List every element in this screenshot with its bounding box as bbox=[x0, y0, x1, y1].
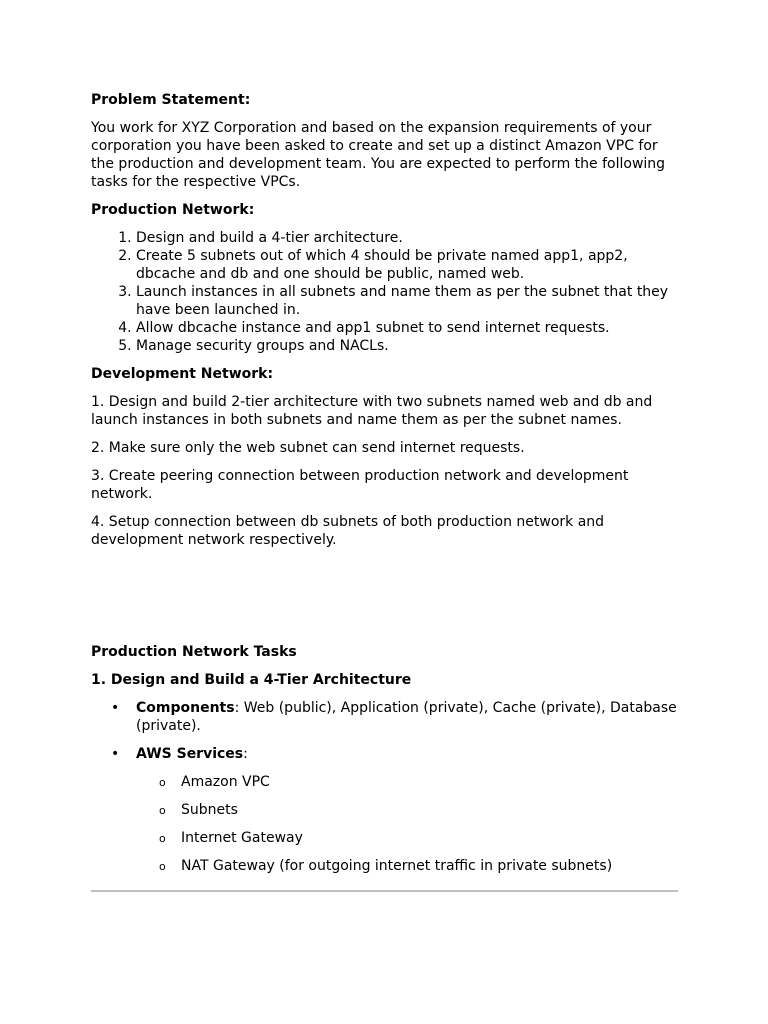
development-item: 4. Setup connection between db subnets of both production network and development network respectively. bbox=[91, 514, 605, 548]
development-item: 1. Design and build 2-tier architecture with two subnets named web and db and launch instances in both subnets and name them as per the subnet names. bbox=[91, 394, 653, 428]
list-item bbox=[91, 745, 681, 875]
circle-bullet-icon: o bbox=[159, 832, 166, 845]
services-label: AWS Services bbox=[136, 746, 244, 762]
service-name: Amazon VPC bbox=[181, 774, 270, 790]
problem-statement-heading: Problem Statement: bbox=[91, 92, 251, 108]
production-network-heading: Production Network: bbox=[91, 202, 255, 218]
production-tasks-subheading: 1. Design and Build a 4-Tier Architecture bbox=[91, 672, 412, 688]
horizontal-divider bbox=[91, 890, 678, 892]
production-tasks-heading: Production Network Tasks bbox=[91, 644, 297, 660]
tasks-bullet-list bbox=[91, 699, 681, 875]
service-name: Internet Gateway bbox=[181, 830, 303, 846]
problem-statement-body: You work for XYZ Corporation and based on the expansion requirements of your corporation you have been asked to create and set up a distinct Amazon VPC for the production and development team. You are expected to perform the following tasks for the respective VPCs. bbox=[91, 120, 666, 190]
bullet-icon: • bbox=[111, 746, 120, 762]
blank-space bbox=[91, 559, 681, 643]
list-item bbox=[91, 699, 681, 735]
list-item bbox=[136, 773, 681, 791]
list-item: 1. Design and build a 4-tier architecture. bbox=[136, 229, 681, 247]
components-text: : Web (public), Application (private), Cache (private), Database (private). bbox=[136, 700, 677, 734]
service-name: Subnets bbox=[181, 802, 238, 818]
list-item: 2. Create 5 subnets out of which 4 should be private named app1, app2, dbcache and db and one should be public, named web. bbox=[136, 247, 681, 283]
production-network-list bbox=[91, 229, 681, 355]
circle-bullet-icon: o bbox=[159, 804, 166, 817]
components-label: Components bbox=[136, 700, 235, 716]
list-item bbox=[136, 801, 681, 819]
development-item: 2. Make sure only the web subnet can send internet requests. bbox=[91, 440, 525, 456]
services-sub-list bbox=[136, 773, 681, 875]
list-item: 4. Allow dbcache instance and app1 subnet to send internet requests. bbox=[136, 319, 681, 337]
bullet-icon: • bbox=[111, 700, 120, 716]
list-item: 3. Launch instances in all subnets and name them as per the subnet that they have been launched in. bbox=[136, 283, 681, 319]
services-colon: : bbox=[243, 746, 248, 762]
development-item: 3. Create peering connection between production network and development network. bbox=[91, 468, 629, 502]
list-item bbox=[136, 829, 681, 847]
circle-bullet-icon: o bbox=[159, 776, 166, 789]
document-page bbox=[91, 91, 681, 885]
service-name: NAT Gateway (for outgoing internet traffic in private subnets) bbox=[181, 858, 613, 874]
list-item bbox=[136, 857, 681, 875]
development-network-heading: Development Network: bbox=[91, 366, 274, 382]
circle-bullet-icon: o bbox=[159, 860, 166, 873]
list-item: 5. Manage security groups and NACLs. bbox=[136, 337, 681, 355]
